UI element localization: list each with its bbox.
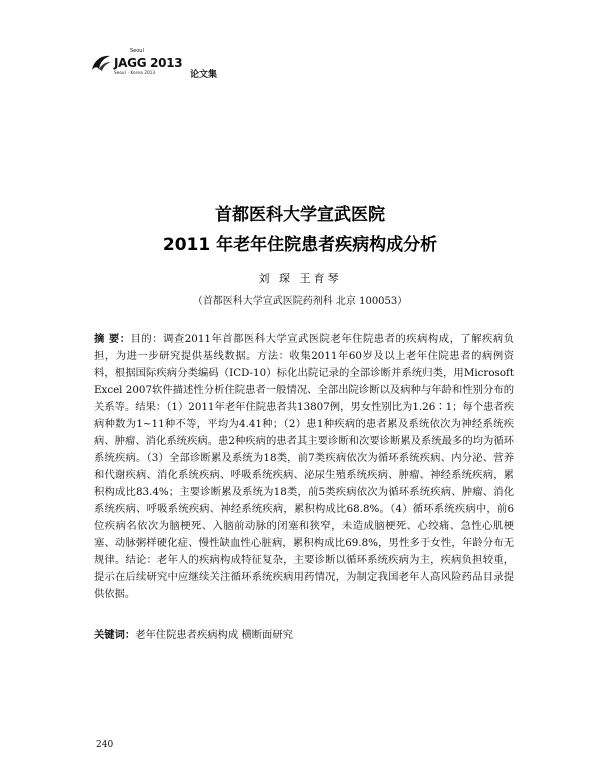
logo-subtitle: Seoul · Korea 2013 [114,70,156,75]
abstract [94,331,514,603]
keywords-text: 老年住院患者疾病构成 横断面研究 [135,629,293,641]
page-number: 240 [96,740,114,750]
title-line-1: 首都医科大学宣武医院 [215,205,385,225]
logo-text: JAGG 2013 [114,56,183,70]
title-line-2: 2011 年老年住院患者疾病构成分析 [162,235,438,255]
abstract-label: 摘 要： [94,333,131,345]
affiliation: （首都医科大学宣武医院药剂科 北京 100053） [192,296,408,307]
bird-logo-icon [90,52,112,74]
authors: 刘 琛 王育琴 [258,272,342,285]
keywords [94,627,514,644]
keywords-label: 关键词： [94,629,136,641]
section-label: 论文集 [190,70,218,80]
abstract-text: 目的：调查2011年首都医科大学宣武医院老年住院患者的疾病构成，了解疾病负担，为进一步研究提供基线数据。方法：收集2011年60岁及以上老年住院患者的病例资料，根据国际疾病分类编码（ICD-10）标化出院记录的全部诊断并系统归类，用Microsoft Excel 2007软件描述性分析住院患者一般情况、全部出院诊断以及病种与年龄和性别分布的关系等。结果：（1）2011年老年住院患者共13807例，男女性别比为1.26∶1；每个患者疾病种数为1~11种不等，平均为4.41种；（2）患1种疾病的患者累及系统依次为神经系统疾病、肿瘤、消化系统疾病。患2种疾病的患者其主要诊断和次要诊断累及系统最多的均为循环系统疾病。（3）全部诊断累及系统为18类，前7类疾病依次为循环系统疾病、内分泌、营养和代谢疾病、消化系统疾病、呼吸系统疾病、泌尿生殖系统疾病、肿瘤、神经系统疾病，累积构成比83.4%；主要诊断累及系统为18类，前5类疾病依次为循环系统疾病、肿瘤、消化系统疾病、呼吸系统疾病、神经系统疾病，累积构成比68.8%。（4）循环系统疾病中，前6位疾病名依次为脑梗死、入脑前动脉的闭塞和狭窄，未造成脑梗死、心绞痛、急性心肌梗塞、动脉粥样硬化症、慢性缺血性心脏病，累积构成比69.8%，男性多于女性，年龄分布无规律。结论：老年人的疾病构成特征复杂，主要诊断以循环系统疾病为主，疾病负担较重，提示在后续研究中应继续关注循环系统疾病用药情况，为制定我国老年人高风险药品目录提供依据。 [94,333,514,600]
logo-small-text: Seoul [130,48,144,54]
journal-header [90,48,290,82]
